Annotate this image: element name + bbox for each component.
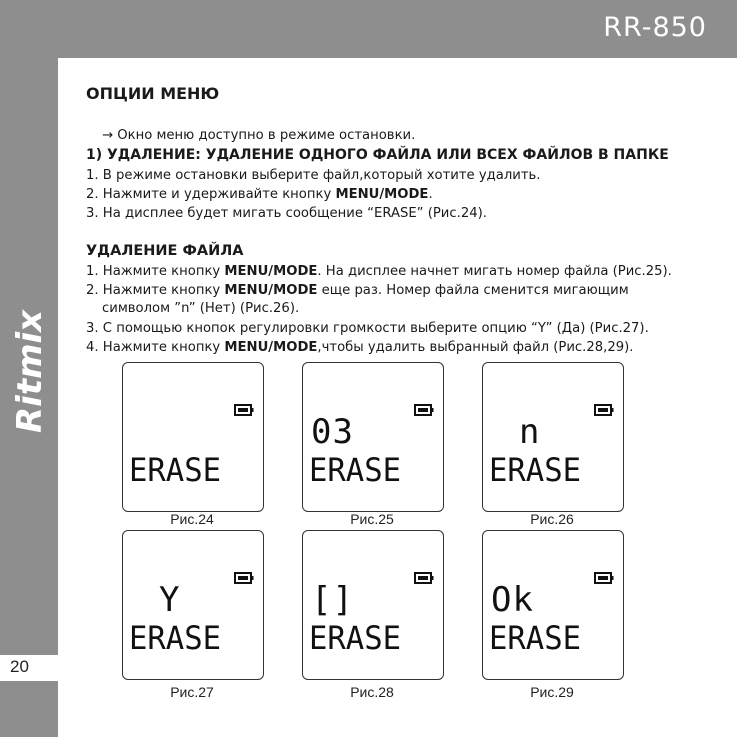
brand-logo	[3, 305, 55, 435]
step-text: еще раз. Номер файла сменится мигающим	[317, 283, 629, 298]
lcd-main-text: ERASE	[309, 451, 401, 489]
lcd-top-text: n	[519, 412, 540, 452]
lcd-figure	[482, 362, 624, 512]
lcd-top-text: Y	[159, 580, 180, 620]
step-text: С помощью кнопок регулировки громкости выберите опцию “Y” (Да) (Рис.27).	[102, 321, 649, 336]
step-text: . На дисплее начнет мигать номер файла (Рис.25).	[317, 264, 672, 279]
step2-1	[86, 264, 672, 279]
step-number: 4.	[86, 340, 99, 355]
lcd-figure	[122, 362, 264, 512]
battery-icon	[235, 405, 254, 415]
subsection2-title: УДАЛЕНИЕ ФАЙЛА	[86, 243, 244, 259]
section-title: ОПЦИИ МЕНЮ	[86, 84, 220, 103]
figure-caption: Рис.28	[350, 684, 394, 700]
lcd-main-text: ERASE	[129, 451, 221, 489]
step-text: На дисплее будет мигать сообщение “ERASE” (Рис.24).	[102, 206, 487, 221]
lcd-figure	[122, 530, 264, 680]
step-number: 1.	[86, 264, 99, 279]
step-text: ,чтобы удалить выбранный файл (Рис.28,29).	[317, 340, 634, 355]
figure-caption: Рис.25	[350, 511, 394, 527]
button-name: MENU/MODE	[224, 340, 318, 355]
step2-2	[86, 283, 629, 298]
brand-logo-text: Ritmix	[10, 309, 50, 433]
lcd-main-text: ERASE	[129, 619, 221, 657]
lcd-screen	[482, 530, 624, 680]
subsection1-title: 1) УДАЛЕНИЕ: УДАЛЕНИЕ ОДНОГО ФАЙЛА ИЛИ ВСЕХ ФАЙЛОВ В ПАПКЕ	[86, 147, 669, 163]
page-number-box	[0, 655, 58, 681]
step-number: 3.	[86, 206, 99, 221]
step-text: Нажмите кнопку	[102, 283, 225, 298]
battery-icon	[595, 405, 614, 415]
lcd-screen	[122, 362, 264, 512]
lcd-main-text: ERASE	[309, 619, 401, 657]
lcd-screen	[122, 530, 264, 680]
lcd-screen	[482, 362, 624, 512]
step-number: 2.	[86, 283, 99, 298]
battery-icon	[415, 573, 434, 583]
battery-icon	[235, 573, 254, 583]
lcd-top-text: Ok	[491, 580, 533, 620]
step2-4	[86, 340, 633, 355]
step-text: Нажмите кнопку	[102, 340, 225, 355]
battery-icon	[595, 573, 614, 583]
step2-3	[86, 321, 649, 336]
figure-caption: Рис.27	[170, 684, 214, 700]
button-name: MENU/MODE	[335, 187, 429, 202]
figure-caption: Рис.29	[530, 684, 574, 700]
lcd-main-text: ERASE	[489, 619, 581, 657]
button-name: MENU/MODE	[224, 264, 318, 279]
step1-2	[86, 187, 433, 202]
step1-3	[86, 206, 487, 221]
step-text: Нажмите кнопку	[102, 264, 225, 279]
model-title: RR-850	[603, 12, 707, 43]
figure-caption: Рис.24	[170, 511, 214, 527]
lcd-figure	[302, 530, 444, 680]
step-text: Нажмите и удерживайте кнопку	[102, 187, 336, 202]
note-line: → Окно меню доступно в режиме остановки.	[102, 128, 416, 143]
lcd-top-text: [ ]	[311, 580, 353, 620]
step-number: 3.	[86, 321, 99, 336]
step-number: 1.	[86, 168, 99, 183]
step1-1	[86, 168, 541, 183]
lcd-figure	[482, 530, 624, 680]
lcd-main-text: ERASE	[489, 451, 581, 489]
step-text: В режиме остановки выберите файл,который хотите удалить.	[102, 168, 541, 183]
lcd-figure	[302, 362, 444, 512]
lcd-top-text: 03	[311, 412, 353, 452]
button-name: MENU/MODE	[224, 283, 318, 298]
step2-2-cont: символом ”n” (Нет) (Рис.26).	[102, 301, 300, 316]
page-number: 20	[10, 657, 29, 676]
lcd-screen	[302, 530, 444, 680]
battery-icon	[415, 405, 434, 415]
step-text: .	[428, 187, 433, 202]
lcd-screen	[302, 362, 444, 512]
step-number: 2.	[86, 187, 99, 202]
figure-caption: Рис.26	[530, 511, 574, 527]
